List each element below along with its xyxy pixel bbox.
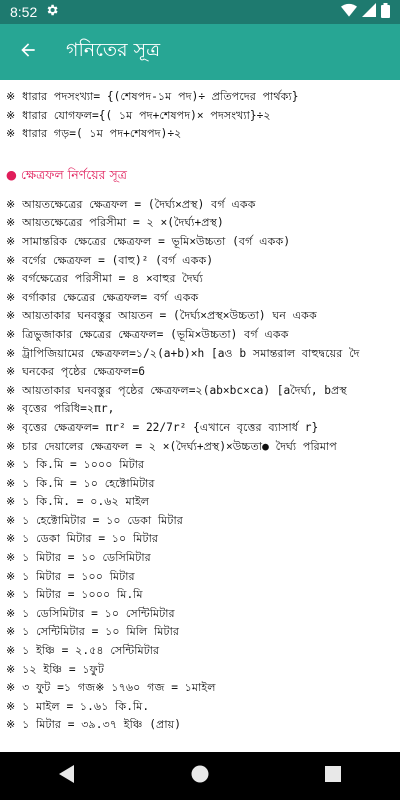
battery-icon (381, 3, 390, 22)
arrow-left-icon (18, 40, 38, 64)
formula-line: ※ ১ মিটার = ১০ ডেসিমিটার (6, 551, 151, 565)
nav-back-button[interactable] (37, 752, 97, 800)
formula-line: ※ ১ কি.মি = ১০০০ মিটার (6, 458, 145, 472)
formula-line: ※ ত্রিভুজাকার ক্ষেত্রের ক্ষেত্রফল= (ভূমি×উচ্চতা) বর্গ একক (6, 327, 289, 341)
formula-line: ※ চার দেয়ালের ক্ষেত্রফল = ২ ×(দৈর্ঘ্য+প্রস্থ)×উচ্চতা● দৈর্ঘ্য পরিমাপ (6, 439, 337, 453)
formula-line: ※ বর্গাকার ক্ষেত্রের ক্ষেত্রফল= বর্গ একক (6, 290, 199, 304)
status-bar (0, 0, 400, 24)
section-heading-area: ● ক্ষেত্রফল নির্ণয়ের সূত্র (6, 166, 127, 182)
formula-line: ※ আয়তক্ষেত্রের ক্ষেত্রফল = (দৈর্ঘ্য×প্রস্থ) বর্গ একক (6, 197, 256, 211)
formula-line: ※ ১ ডেসিমিটার = ১০ সেন্টিমিটার (6, 606, 175, 620)
nav-back-triangle-icon (59, 765, 75, 787)
nav-home-circle-icon (191, 765, 209, 787)
formula-line: ※ ১ মিটার = ১০০ মিটার (6, 569, 135, 583)
status-time: 8:52 (10, 4, 38, 20)
formula-line: ※ ধারার পদসংখ্যা= {(শেষপদ-১ম পদ)÷ প্রতিপদের পার্থক্য} (6, 90, 299, 103)
formula-line: ※ ৩ ফুট =১ গজ※ ১৭৬০ গজ = ১মাইল (6, 681, 216, 695)
formula-line: ※ বৃত্তের ক্ষেত্রফল= πr² = 22/7r² {এখানে বৃত্তের ব্যাসার্ধ r} (6, 420, 319, 434)
formula-line: ※ সামান্তরিক ক্ষেত্রের ক্ষেত্রফল = ভূমি×উচ্চতা (বর্গ একক) (6, 234, 291, 248)
formula-line: ※ আয়তাকার ঘনবস্তুর আয়তন = (দৈর্ঘ্য×প্রস্থ×উচ্চতা) ঘন একক (6, 309, 317, 323)
formula-line: ※ ঘনকের পৃষ্ঠের ক্ষেত্রফল=6 (6, 365, 145, 379)
formula-line: ※ ধারার যোগফল={( ১ম পদ+শেষপদ)× পদসংখ্যা}÷২ (6, 108, 271, 122)
formula-content[interactable] (0, 80, 400, 752)
formula-line: ※ বর্গের ক্ষেত্রফল = (বাহু)² (বর্গ একক) (6, 253, 214, 267)
formula-line: ※ ১ মাইল = ১.৬১ কি.মি. (6, 699, 150, 713)
formula-line: ※ ১২ ইঞ্চি = ১ফুট (6, 662, 104, 676)
page-title: গনিতের সূত্র (66, 39, 161, 61)
formula-line: ※ ১ মিটার = ১০০০ মি.মি (6, 588, 143, 602)
formula-line: ※ ১ কি.মি = ১০ হেক্টোমিটার (6, 476, 155, 490)
formula-line: ※ ১ মিটার = ৩৯.৩৭ ইঞ্চি (প্রায়) (6, 718, 181, 732)
back-button[interactable] (0, 24, 56, 80)
nav-recents-square-icon (325, 766, 341, 786)
formula-line: ※ ১ ইঞ্চি = ২.৫৪ সেন্টিমিটার (6, 644, 160, 658)
cellular-signal-icon (362, 3, 376, 21)
nav-home-button[interactable] (170, 752, 230, 800)
formula-line: ※ ১ সেন্টিমিটার = ১০ মিলি মিটার (6, 625, 180, 639)
wifi-icon (341, 3, 357, 21)
formula-line: ※ ধারার গড়=( ১ম পদ+শেষপদ)÷২ (6, 127, 182, 141)
formula-line: ※ ১ হেক্টোমিটার = ১০ ডেকা মিটার (6, 513, 183, 527)
app-bar (0, 24, 400, 80)
system-nav-bar (0, 752, 400, 800)
formula-line: ※ বৃত্তের পরিধি=২πr, (6, 402, 115, 416)
formula-line: ※ ট্রাপিজিয়ামের ক্ষেত্রফল=১/২(a+b)×h [aও b সমান্তরাল বাহুদ্বয়ের দৈ (6, 346, 360, 360)
formula-line: ※ বর্গক্ষেত্রের পরিসীমা = ৪ ×বাহুর দৈর্ঘ্য (6, 272, 203, 286)
formula-line: ※ আয়তাকার ঘনবস্তুর পৃষ্ঠের ক্ষেত্রফল=২(ab×bc×ca) [aদৈর্ঘ্য, bপ্রস্থ (6, 383, 347, 397)
gear-icon (45, 3, 59, 21)
nav-recents-button[interactable] (303, 752, 363, 800)
formula-line: ※ ১ কি.মি. = ০.৬২ মাইল (6, 495, 150, 509)
formula-line: ※ আয়তক্ষেত্রের পরিসীমা = ২ ×(দৈর্ঘ্য+প্রস্থ) (6, 216, 224, 230)
formula-line: ※ ১ ডেকা মিটার = ১০ মিটার (6, 532, 158, 546)
